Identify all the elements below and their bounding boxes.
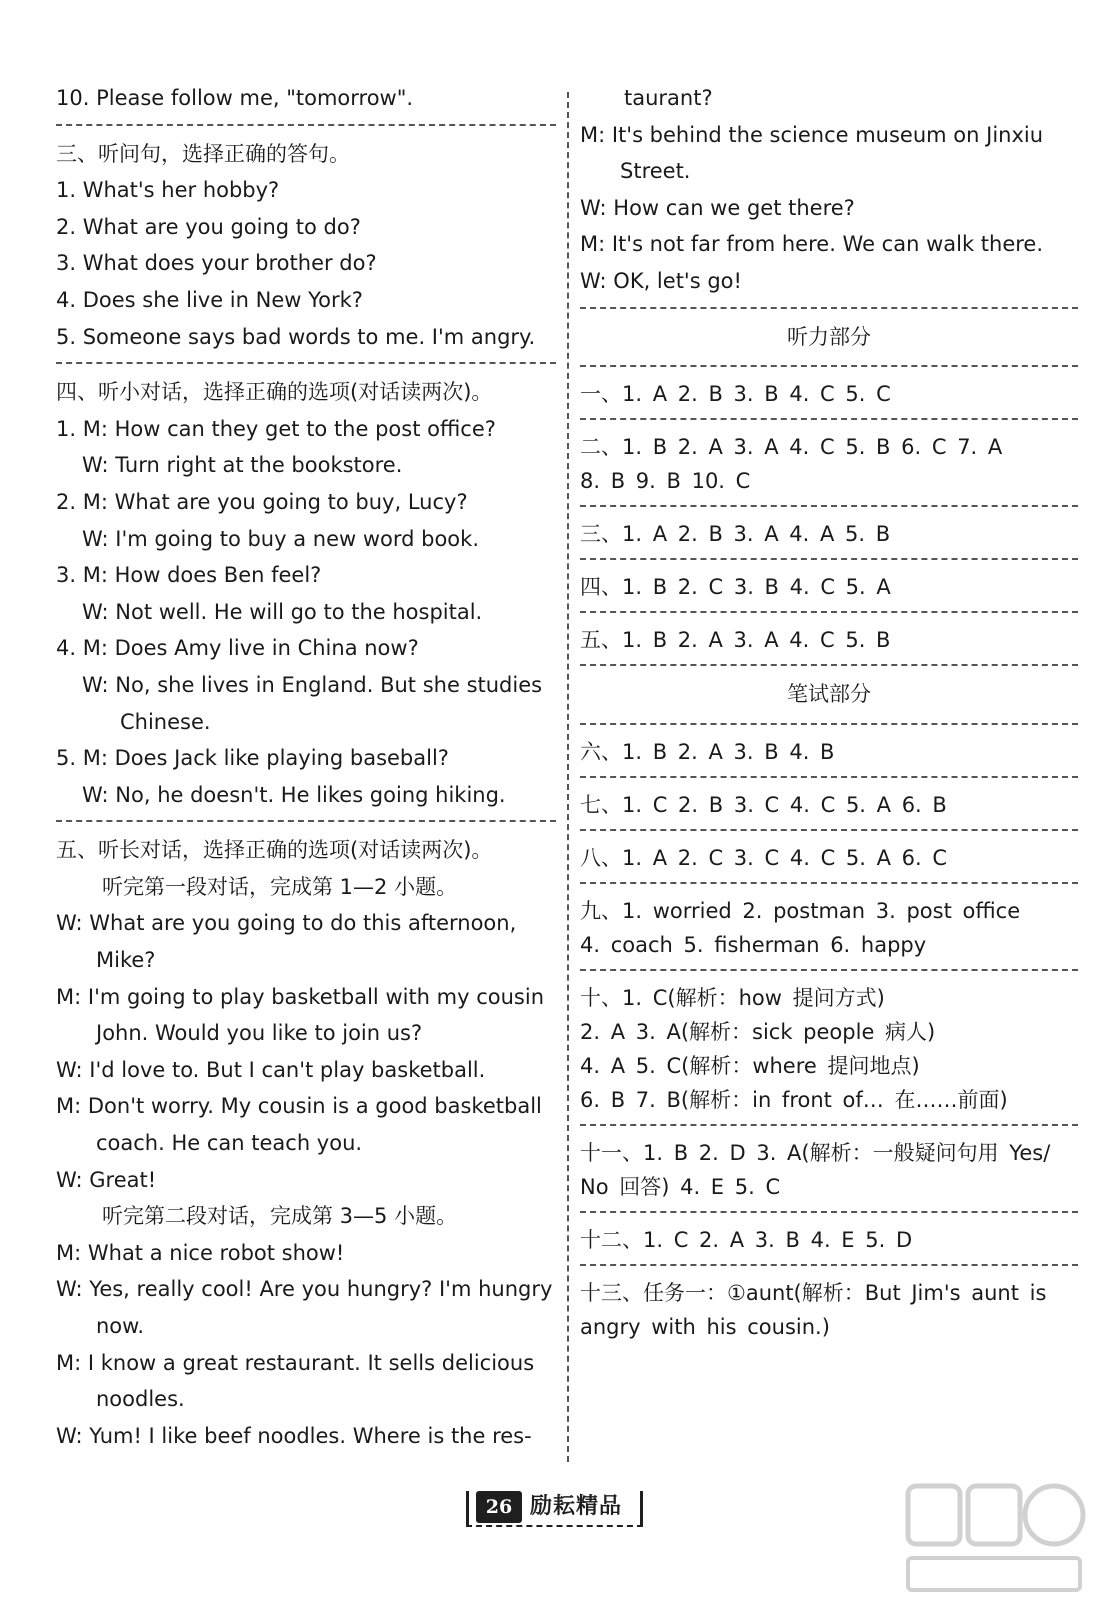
section-separator: [580, 829, 1078, 831]
section-title-written: 笔试部分: [787, 682, 871, 707]
dialogue-line: M: I'm going to play basketball with my cousin: [56, 984, 545, 1009]
right-column: [580, 80, 1078, 1344]
section-separator: [580, 365, 1078, 367]
dialogue-line: M: It's behind the science museum on Jinxiu: [580, 122, 1044, 147]
dialogue-line: W: I'd love to. But I can't play basketball.: [56, 1057, 486, 1082]
dialogue-line: noodles.: [96, 1387, 185, 1412]
answer-line: 六、1. B 2. A 3. B 4. B: [580, 739, 835, 764]
watermark-glyph-3: [1025, 1486, 1083, 1544]
answer-line: 十一、1. B 2. D 3. A(解析：一般疑问句用 Yes/: [580, 1140, 1051, 1165]
section-separator: [580, 418, 1078, 420]
section-separator: [580, 969, 1078, 971]
dialogue-line: now.: [96, 1314, 145, 1338]
dialogue-line: 5. M: Does Jack like playing baseball?: [56, 746, 449, 771]
answer-line: 8. B 9. B 10. C: [580, 469, 751, 494]
dialogue-line: W: I'm going to buy a new word book.: [82, 526, 479, 551]
listening-text-line: 3. What does your brother do?: [56, 251, 377, 276]
footer-bar-left: [466, 1491, 469, 1525]
dialogue-line: W: Yum! I like beef noodles. Where is the res-: [56, 1423, 532, 1448]
watermark-logo: [900, 1480, 1090, 1598]
watermark-glyph-1: [908, 1486, 960, 1544]
sub-instruction: 听完第一段对话，完成第 1—2 小题。: [102, 874, 458, 899]
footer-underline: [466, 1525, 643, 1527]
dialogue-line: M: I know a great restaurant. It sells delicious: [56, 1350, 535, 1375]
answer-line: 一、1. A 2. B 3. B 4. C 5. C: [580, 382, 891, 407]
dialogue-line: Street.: [620, 159, 691, 184]
dialogue-line: W: No, he doesn't. He likes going hiking.: [82, 782, 506, 807]
dialogue-line: M: What a nice robot show!: [56, 1240, 345, 1265]
listening-text-line: 5. Someone says bad words to me. I'm angry.: [56, 324, 536, 349]
section-separator: [580, 558, 1078, 560]
answer-line: 2. A 3. A(解析：sick people 病人): [580, 1019, 936, 1044]
section-separator: [580, 776, 1078, 778]
watermark-glyph-2: [968, 1486, 1020, 1544]
section-separator: [56, 820, 556, 822]
section-heading: 四、听小对话，选择正确的选项(对话读两次)。: [56, 380, 493, 405]
dialogue-line: W: OK, let's go!: [580, 268, 742, 293]
dialogue-line: coach. He can teach you.: [96, 1131, 363, 1156]
answer-line: 九、1. worried 2. postman 3. post office: [580, 898, 1021, 923]
section-separator: [580, 505, 1078, 507]
listening-text-line: 2. What are you going to do?: [56, 214, 361, 239]
answer-line: 十二、1. C 2. A 3. B 4. E 5. D: [580, 1227, 913, 1252]
section-heading: 三、听问句，选择正确的答句。: [56, 141, 350, 166]
listening-text-line: 10. Please follow me, "tomorrow".: [56, 86, 414, 110]
dialogue-line: W: Yes, really cool! Are you hungry? I'm hungry: [56, 1277, 553, 1302]
dialogue-line: W: How can we get there?: [580, 195, 855, 220]
section-separator: [580, 1211, 1078, 1213]
footer-bar-right: [640, 1491, 643, 1525]
section-separator: [56, 124, 556, 126]
answer-line: 二、1. B 2. A 3. A 4. C 5. B 6. C 7. A: [580, 435, 1003, 460]
sub-instruction: 听完第二段对话，完成第 3—5 小题。: [102, 1204, 458, 1229]
dialogue-line: W: No, she lives in England. But she studies: [82, 672, 543, 697]
answer-line: 十、1. C(解析：how 提问方式): [580, 985, 885, 1010]
dialogue-line: W: Great!: [56, 1167, 157, 1192]
section-separator: [580, 1124, 1078, 1126]
watermark-text-box: [908, 1558, 1080, 1590]
left-column: [56, 80, 556, 1454]
answer-line: angry with his cousin.): [580, 1314, 830, 1339]
section-separator: [580, 664, 1078, 666]
dialogue-line: M: Don't worry. My cousin is a good basketball: [56, 1094, 542, 1119]
dialogue-line: M: It's not far from here. We can walk there.: [580, 232, 1044, 257]
dialogue-line: W: What are you going to do this afternoon,: [56, 911, 517, 936]
dialogue-line: 4. M: Does Amy live in China now?: [56, 636, 419, 661]
answer-line: 4. coach 5. fisherman 6. happy: [580, 932, 927, 957]
answer-line: 十三、任务一：①aunt(解析：But Jim's aunt is: [580, 1280, 1047, 1305]
dialogue-line: Mike?: [96, 948, 156, 973]
dialogue-line: 3. M: How does Ben feel?: [56, 563, 322, 588]
dialogue-line: Chinese.: [120, 709, 211, 734]
column-divider: [567, 92, 569, 1462]
dialogue-line: W: Not well. He will go to the hospital.: [82, 599, 483, 624]
section-title-listening: 听力部分: [787, 324, 871, 349]
section-separator: [580, 307, 1078, 309]
answer-line: 七、1. C 2. B 3. C 4. C 5. A 6. B: [580, 792, 947, 817]
answer-line: 四、1. B 2. C 3. B 4. C 5. A: [580, 575, 891, 600]
dialogue-line: 2. M: What are you going to buy, Lucy?: [56, 489, 468, 514]
page-number: 26: [476, 1491, 522, 1523]
listening-text-line: 4. Does she live in New York?: [56, 287, 363, 312]
section-separator: [580, 882, 1078, 884]
answer-line: 6. B 7. B(解析：in front of… 在……前面): [580, 1087, 1008, 1112]
answer-line: No 回答) 4. E 5. C: [580, 1174, 781, 1199]
listening-text-line: 1. What's her hobby?: [56, 178, 280, 203]
section-separator: [56, 362, 556, 364]
brand-name: 励耘精品: [530, 1494, 623, 1519]
section-separator: [580, 1264, 1078, 1266]
section-separator: [580, 611, 1078, 613]
dialogue-line: W: Turn right at the bookstore.: [82, 453, 403, 478]
answer-line: 4. A 5. C(解析：where 提问地点): [580, 1053, 920, 1078]
section-separator: [580, 723, 1078, 725]
answer-line: 五、1. B 2. A 3. A 4. C 5. B: [580, 628, 891, 653]
answer-line: 八、1. A 2. C 3. C 4. C 5. A 6. C: [580, 845, 948, 870]
dialogue-line: John. Would you like to join us?: [96, 1021, 423, 1046]
section-heading: 五、听长对话，选择正确的选项(对话读两次)。: [56, 838, 493, 863]
answer-line: 三、1. A 2. B 3. A 4. A 5. B: [580, 522, 891, 547]
dialogue-line: 1. M: How can they get to the post office?: [56, 416, 496, 441]
dialogue-line: taurant?: [624, 86, 713, 110]
